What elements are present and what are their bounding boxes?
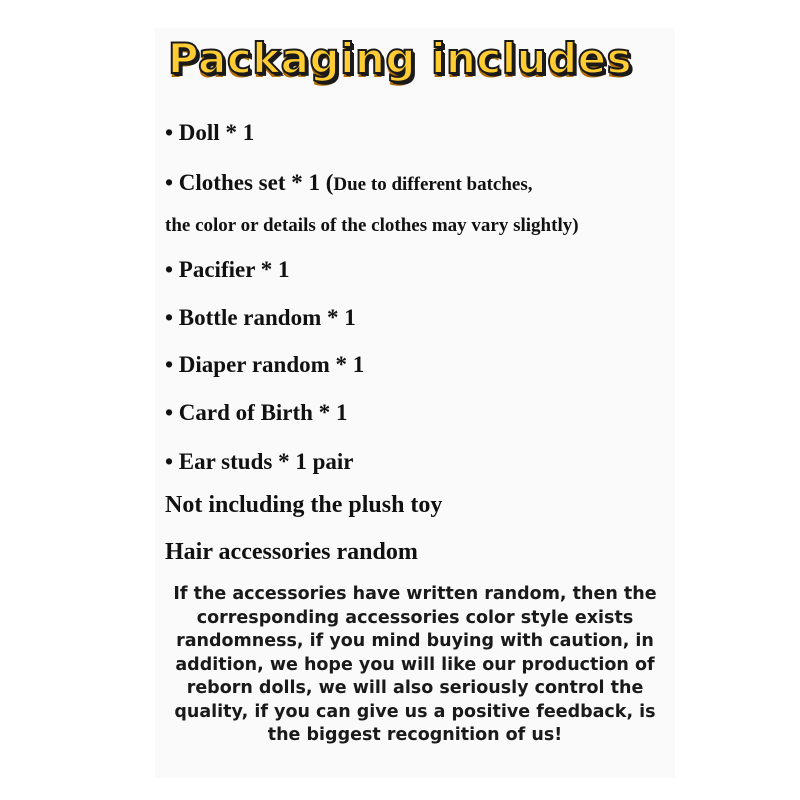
list-item-pacifier: • Pacifier * 1 — [165, 257, 290, 282]
disclaimer-line: addition, we hope you will like our production of — [175, 654, 655, 675]
clothes-note-line2: the color or details of the clothes may vary slightly) — [165, 215, 579, 236]
disclaimer-line: randomness, if you mind buying with caution, in — [176, 631, 654, 651]
list-item-clothes — [165, 171, 533, 194]
list-item-bottle: • Bottle random * 1 — [165, 305, 356, 330]
not-included-note: Not including the plush toy — [165, 492, 443, 518]
disclaimer-line: quality, if you can give us a positive feedback, is — [174, 701, 656, 722]
list-item-birth-card: • Card of Birth * 1 — [165, 400, 348, 425]
disclaimer-line: If the accessories have written random, then the — [173, 584, 657, 604]
list-item-clothes-label: • Clothes set * 1 ( — [165, 170, 334, 195]
disclaimer-line: corresponding accessories color style exists — [196, 607, 634, 628]
disclaimer-paragraph — [150, 583, 680, 748]
hair-accessories-note: Hair accessories random — [165, 539, 418, 565]
list-item-diaper: • Diaper random * 1 — [165, 352, 365, 377]
page-title: Packaging includes — [167, 34, 633, 83]
clothes-note-line1: Due to different batches, — [333, 174, 533, 195]
disclaimer-line: reborn dolls, we will also seriously control the — [186, 678, 644, 698]
list-item-ear-studs: • Ear studs * 1 pair — [165, 449, 354, 474]
list-item-doll: • Doll * 1 — [165, 120, 255, 145]
disclaimer-line: the biggest recognition of us! — [267, 725, 563, 745]
